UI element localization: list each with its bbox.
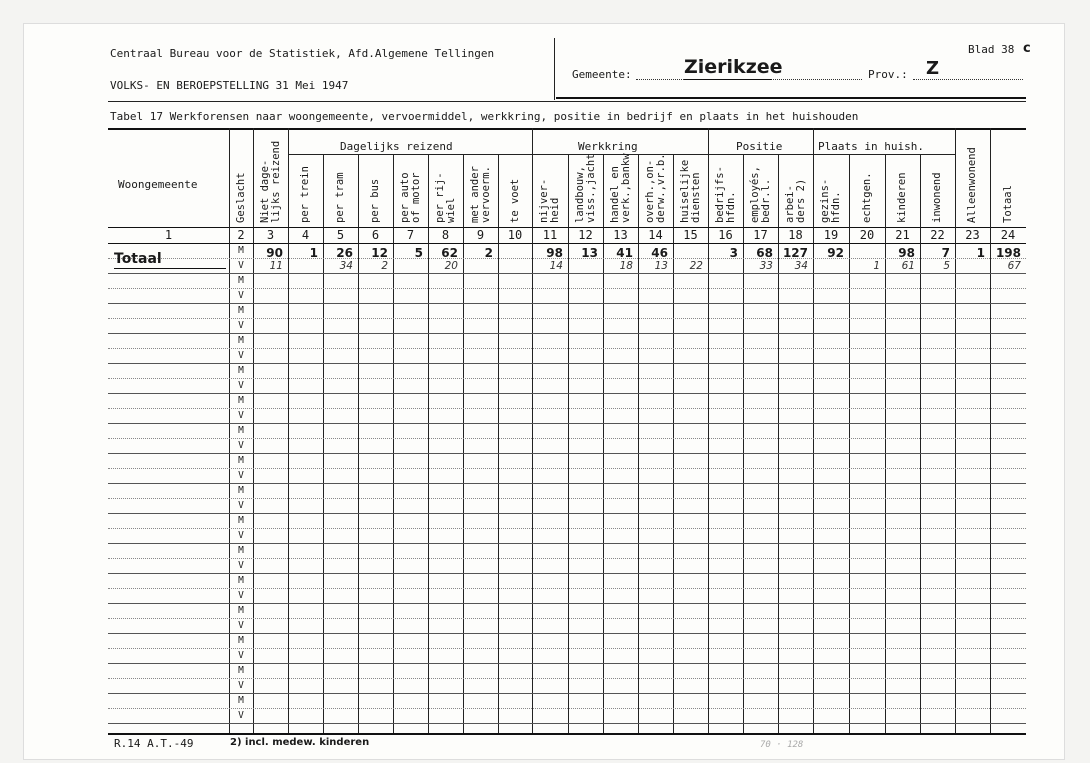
column-number: 13 — [613, 228, 628, 242]
totaal-underline — [114, 268, 226, 269]
row-rule — [108, 273, 1026, 274]
column-number: 7 — [406, 228, 415, 242]
row-rule — [108, 303, 1026, 304]
sex-label: V — [238, 530, 244, 541]
column-header-label: landbouw, viss.,jacht — [573, 153, 597, 223]
row-rule — [108, 678, 1026, 679]
totaal-label: Totaal — [114, 251, 162, 267]
totaal-m-cell: 41 — [616, 246, 633, 260]
row-rule — [108, 348, 1026, 349]
totaal-m-cell: 3 — [729, 246, 738, 260]
sex-label: M — [238, 275, 244, 286]
column-header-woongemeente: Woongemeente — [118, 178, 198, 191]
column-header-label: per trein — [299, 166, 311, 223]
column-number: 24 — [1000, 228, 1016, 242]
sex-label: V — [238, 440, 244, 451]
column-divider — [708, 128, 709, 733]
row-rule — [108, 408, 1026, 409]
column-header-label: Alleenwonend — [966, 147, 978, 223]
totaal-v-cell: 13 — [654, 260, 668, 272]
column-header-label: met ander vervoerm. — [468, 166, 492, 223]
totaal-v-cell: 61 — [901, 260, 915, 272]
sex-label: M — [238, 335, 244, 346]
column-number: 10 — [507, 228, 523, 242]
form-code: R.14 A.T.-49 — [114, 737, 194, 750]
sex-label: V — [238, 380, 244, 391]
column-divider — [288, 128, 289, 733]
sex-label: M — [238, 425, 244, 436]
sex-label: V — [238, 710, 244, 721]
totaal-m-cell: 68 — [756, 246, 773, 260]
column-number: 18 — [788, 228, 803, 242]
column-number: 11 — [542, 228, 558, 242]
footnote: 2) incl. medew. kinderen — [230, 737, 370, 748]
totaal-m-cell: 2 — [484, 246, 493, 260]
sex-label: V — [238, 590, 244, 601]
sex-label: V — [238, 290, 244, 301]
sex-label: V — [238, 320, 244, 331]
totaal-v-cell: 1 — [873, 260, 880, 272]
column-number: 19 — [823, 228, 839, 242]
sex-label: V — [238, 620, 244, 631]
totaal-v-cell: 2 — [381, 260, 388, 272]
sex-label: M — [238, 365, 244, 376]
column-number: 16 — [718, 228, 733, 242]
header-rule — [556, 97, 1026, 99]
totaal-v-cell: 5 — [943, 260, 950, 272]
column-divider — [990, 128, 991, 733]
blad-label: Blad 38 — [968, 43, 1015, 56]
totaal-v-cell: 22 — [689, 260, 703, 272]
column-number: 22 — [930, 228, 945, 242]
totaal-m-cell: 1 — [976, 246, 985, 260]
row-rule — [108, 618, 1026, 619]
group-werkkring: Werkkring — [578, 140, 638, 153]
totaal-m-cell: 5 — [414, 246, 423, 260]
column-header-label: Niet dage- lijks reizend — [258, 140, 282, 223]
totaal-m-cell: 62 — [441, 246, 458, 260]
row-rule — [108, 708, 1026, 709]
row-rule — [108, 483, 1026, 484]
table-top-rule — [108, 128, 1026, 130]
column-number: 21 — [895, 228, 910, 242]
prov-line — [913, 79, 1023, 80]
column-number: 6 — [371, 228, 380, 242]
row-rule — [108, 288, 1026, 289]
row-rule — [108, 363, 1026, 364]
sex-label: V — [238, 650, 244, 661]
row-rule — [108, 318, 1026, 319]
group-underline — [708, 154, 813, 155]
row-rule — [108, 543, 1026, 544]
prov-label: Prov.: — [868, 68, 908, 81]
column-header-label: per auto of motor — [398, 172, 422, 223]
totaal-v-cell: 11 — [269, 260, 283, 272]
row-rule — [108, 588, 1026, 589]
totaal-m-cell: 13 — [581, 246, 598, 260]
sex-label: V — [238, 560, 244, 571]
totaal-m-cell: 90 — [266, 246, 283, 260]
row-rule — [108, 723, 1026, 724]
sex-label: V — [238, 350, 244, 361]
column-header-label: overh.,on- derw.,vr.b. — [643, 153, 667, 223]
column-header-label: huiselijke diensten — [678, 159, 702, 223]
totaal-v-cell: 33 — [759, 260, 773, 272]
pencil-note: 70 · 128 — [760, 740, 804, 750]
blad-suffix: c — [1023, 41, 1031, 56]
row-rule — [108, 438, 1026, 439]
prov-value: Z — [926, 58, 940, 79]
row-rule — [108, 663, 1026, 664]
totaal-m-cell: 198 — [995, 246, 1021, 260]
column-divider — [253, 128, 254, 733]
totaal-v-cell: 20 — [444, 260, 458, 272]
row-rule — [108, 558, 1026, 559]
sex-label: V — [238, 470, 244, 481]
sex-label: M — [238, 395, 244, 406]
column-header-label: Geslacht — [234, 172, 247, 223]
row-rule — [108, 513, 1026, 514]
sex-label: V — [238, 680, 244, 691]
totaal-m-cell: 26 — [336, 246, 353, 260]
totaal-m-cell: 92 — [827, 246, 844, 260]
row-rule — [108, 528, 1026, 529]
totaal-v-cell: 34 — [794, 260, 808, 272]
sex-label: M — [238, 635, 244, 646]
totaal-m-cell: 7 — [941, 246, 950, 260]
column-header-label: bedrijfs- hfdn. — [713, 166, 737, 223]
group-underline — [813, 154, 955, 155]
totaal-m-cell: 46 — [651, 246, 668, 260]
sex-label: V — [238, 260, 244, 271]
table-bottom-rule — [108, 733, 1026, 735]
sex-label: M — [238, 305, 244, 316]
column-header-label: employés, bedr.l. — [748, 166, 772, 223]
sex-label: M — [238, 545, 244, 556]
sex-label: M — [238, 605, 244, 616]
header-rule-2 — [108, 101, 1026, 102]
column-header-label: per bus — [369, 178, 381, 223]
totaal-v-cell: 14 — [549, 260, 563, 272]
row-rule — [108, 648, 1026, 649]
sex-label: M — [238, 515, 244, 526]
row-rule — [108, 603, 1026, 604]
column-number: 17 — [753, 228, 768, 242]
column-divider — [955, 128, 956, 733]
column-header-label: te voet — [508, 178, 521, 223]
row-rule — [108, 633, 1026, 634]
totaal-v-cell: 34 — [339, 260, 353, 272]
column-number: 2 — [237, 228, 245, 242]
totaal-m-cell: 12 — [371, 246, 388, 260]
row-rule — [108, 423, 1026, 424]
column-number: 3 — [266, 228, 275, 242]
census-title: VOLKS- EN BEROEPSTELLING 31 Mei 1947 — [110, 79, 349, 92]
column-header-label: handel en verk.,bankw — [608, 153, 632, 223]
column-number: 9 — [476, 228, 485, 242]
column-header-label: Totaal — [1001, 185, 1014, 223]
column-number: 4 — [301, 228, 310, 242]
column-header-label: nijver- heid — [538, 178, 561, 223]
group-plaats-in-huish: Plaats in huish. — [818, 140, 924, 153]
row-rule — [108, 393, 1026, 394]
column-number: 15 — [683, 228, 698, 242]
totaal-v-cell: 67 — [1007, 260, 1021, 272]
organization-title: Centraal Bureau voor de Statistiek, Afd.Algemene Tellingen — [110, 47, 495, 60]
column-number: 20 — [859, 228, 875, 242]
sex-label: M — [238, 575, 244, 586]
sex-label: M — [238, 695, 244, 706]
row-rule — [108, 378, 1026, 379]
column-header-label: per tram — [334, 172, 346, 223]
sex-label: M — [238, 245, 244, 256]
sex-label: M — [238, 665, 244, 676]
sex-label: V — [238, 410, 244, 421]
sex-label: M — [238, 485, 244, 496]
row-rule — [108, 468, 1026, 469]
row-rule — [108, 573, 1026, 574]
row-rule — [108, 333, 1026, 334]
group-positie: Positie — [736, 140, 783, 153]
gemeente-label: Gemeente: — [572, 68, 632, 81]
column-number: 5 — [336, 228, 345, 242]
number-row-rule — [108, 243, 1026, 244]
gemeente-underline — [684, 79, 772, 80]
totaal-m-cell: 127 — [782, 246, 808, 260]
column-divider — [813, 128, 814, 733]
row-rule — [108, 498, 1026, 499]
column-header-label: per rij- wiel — [433, 172, 457, 223]
gemeente-value: Zierikzee — [684, 56, 783, 78]
group-dagelijks-reizend: Dagelijks reizend — [340, 140, 453, 153]
column-header-label: echtgen. — [860, 172, 873, 223]
row-rule — [108, 453, 1026, 454]
sex-label: V — [238, 500, 244, 511]
totaal-m-cell: 98 — [898, 246, 915, 260]
column-number: 12 — [578, 228, 593, 242]
column-header-label: arbei- ders 2) — [783, 178, 807, 223]
column-header-label: kinderen — [896, 172, 908, 223]
column-number: 8 — [441, 228, 450, 242]
sex-label: M — [238, 455, 244, 466]
column-number: 23 — [965, 228, 980, 242]
column-divider — [532, 128, 533, 733]
header-divider — [554, 38, 555, 100]
column-number: 14 — [648, 228, 663, 242]
totaal-m-cell: 1 — [309, 246, 318, 260]
column-header-label: gezins- hfdn. — [819, 178, 842, 223]
row-rule — [108, 693, 1026, 694]
totaal-v-cell: 18 — [619, 260, 633, 272]
table-title: Tabel 17 Werkforensen naar woongemeente, vervoermiddel, werkkring, positie in bedrijf en plaats in het huishouden — [110, 110, 859, 123]
column-header-label: inwonend — [931, 172, 943, 223]
group-underline — [288, 154, 532, 155]
totaal-m-cell: 98 — [546, 246, 563, 260]
column-number: 1 — [164, 228, 173, 242]
